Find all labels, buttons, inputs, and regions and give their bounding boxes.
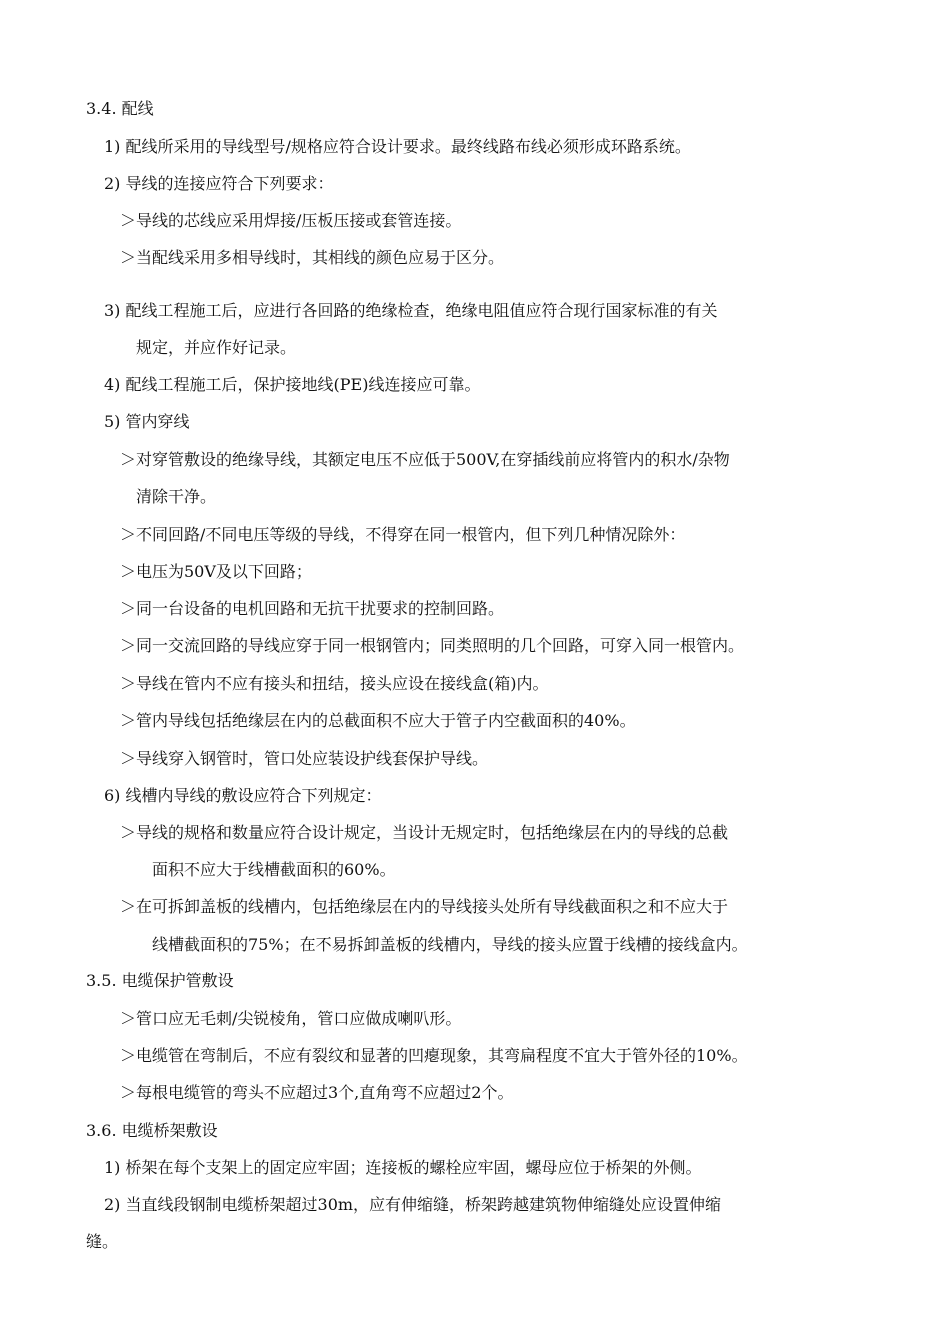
bullet-item: ＞在可拆卸盖板的线槽内，包括绝缘层在内的导线接头处所有导线截面积之和不应大于 [120,897,729,916]
bullet-item: ＞不同回路/不同电压等级的导线，不得穿在同一根管内，但下列几种情况除外： [120,525,686,544]
bullet-item-continuation: 清除干净。 [136,487,217,506]
section-heading-3-5: 3.5. 电缆保护管敷设 [86,971,234,990]
bullet-item: ＞每根电缆管的弯头不应超过3个,直角弯不应超过2个。 [120,1083,514,1102]
list-item-3-continuation: 规定，并应作好记录。 [136,338,297,357]
bullet-item: ＞电缆管在弯制后，不应有裂纹和显著的凹瘪现象，其弯扁程度不宜大于管外径的10%。 [120,1046,748,1065]
list-item-1: 1) 配线所采用的导线型号/规格应符合设计要求。最终线路布线必须形成环路系统。 [104,137,691,156]
list-item-3: 3) 配线工程施工后，应进行各回路的绝缘检查，绝缘电阻值应符合现行国家标准的有关 [104,301,718,320]
bullet-item: ＞导线的规格和数量应符合设计规定，当设计无规定时，包括绝缘层在内的导线的总截 [120,823,729,842]
bullet-item: ＞同一交流回路的导线应穿于同一根钢管内；同类照明的几个回路，可穿入同一根管内。 [120,636,745,655]
bullet-item: ＞管口应无毛刺/尖锐棱角，管口应做成喇叭形。 [120,1009,462,1028]
bullet-item-continuation: 线槽截面积的75%；在不易拆卸盖板的线槽内，导线的接头应置于线槽的接线盒内。 [152,935,748,954]
bullet-item: ＞当配线采用多相导线时，其相线的颜色应易于区分。 [120,248,505,267]
bullet-item: ＞电压为50V及以下回路； [120,562,312,581]
bullet-item: ＞管内导线包括绝缘层在内的总截面积不应大于管子内空截面积的40%。 [120,711,636,730]
list-item-6: 6) 线槽内导线的敷设应符合下列规定： [104,786,382,805]
list-item-1: 1) 桥架在每个支架上的固定应牢固；连接板的螺栓应牢固，螺母应位于桥架的外侧。 [104,1158,702,1177]
section-heading-3-6: 3.6. 电缆桥架敷设 [86,1121,218,1140]
list-item-2: 2) 当直线段钢制电缆桥架超过30m，应有伸缩缝，桥架跨越建筑物伸缩缝处应设置伸缩 [104,1195,722,1214]
list-item-2-continuation: 缝。 [86,1232,119,1251]
bullet-item: ＞同一台设备的电机回路和无抗干扰要求的控制回路。 [120,599,505,618]
bullet-item: ＞导线穿入钢管时，管口处应装设护线套保护导线。 [120,749,489,768]
bullet-item: ＞对穿管敷设的绝缘导线，其额定电压不应低于500V,在穿插线前应将管内的积水/杂物 [120,450,730,469]
bullet-item: ＞导线的芯线应采用焊接/压板压接或套管连接。 [120,211,462,230]
bullet-item: ＞导线在管内不应有接头和扭结，接头应设在接线盒(箱)内。 [120,674,549,693]
list-item-4: 4) 配线工程施工后，保护接地线(PE)线连接应可靠。 [104,375,481,394]
list-item-5: 5) 管内穿线 [104,412,190,431]
section-heading-3-4: 3.4. 配线 [86,99,154,118]
bullet-item-continuation: 面积不应大于线槽截面积的60%。 [152,860,396,879]
list-item-2: 2) 导线的连接应符合下列要求： [104,174,334,193]
